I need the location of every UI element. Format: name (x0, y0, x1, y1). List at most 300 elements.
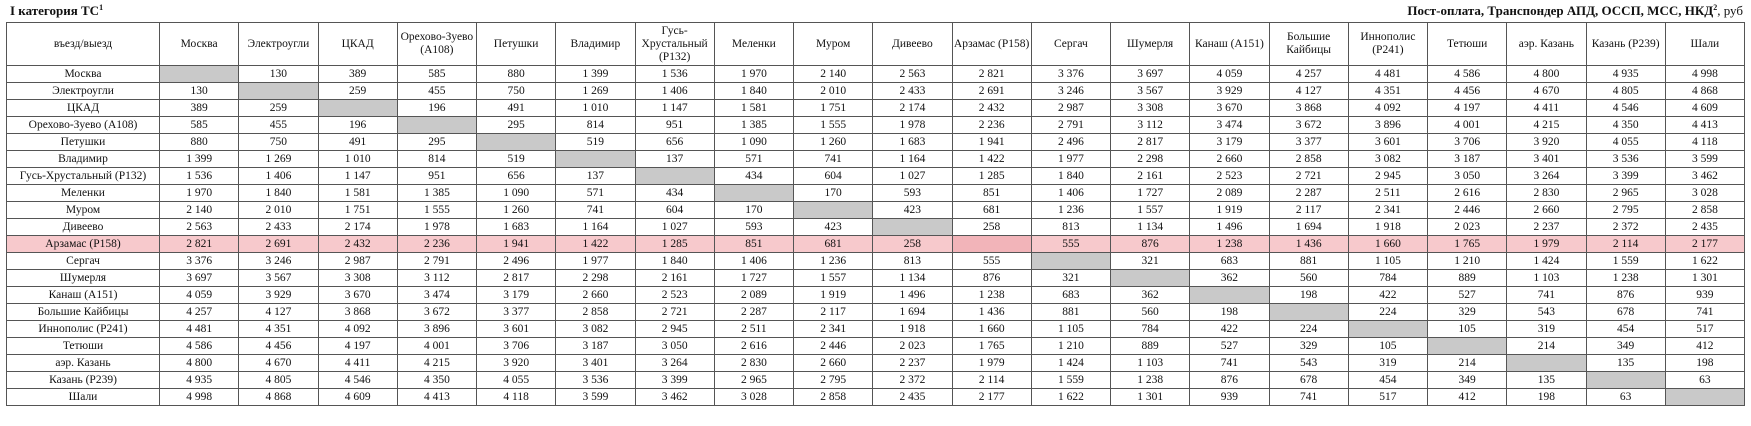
fare-cell: 2 010 (239, 202, 318, 219)
fare-cell: 3 601 (477, 321, 556, 338)
payment-method-text: Пост-оплата, Транспондер АПД, ОССП, МСС, НКД (1407, 3, 1714, 18)
fare-cell: 3 672 (397, 304, 476, 321)
fare-cell: 2 616 (1428, 185, 1507, 202)
fare-cell: 4 998 (1665, 66, 1744, 83)
fare-cell: 1 399 (556, 66, 635, 83)
fare-cell: 1 751 (318, 202, 397, 219)
fare-cell: 1 027 (635, 219, 714, 236)
fare-cell: 1 555 (794, 117, 873, 134)
fare-cell: 3 376 (160, 253, 239, 270)
fare-cell: 3 112 (397, 270, 476, 287)
table-row (7, 321, 1745, 338)
fare-cell: 2 858 (794, 389, 873, 406)
fare-cell: 3 399 (1586, 168, 1665, 185)
fare-cell: 3 868 (1269, 100, 1348, 117)
fare-cell: 1 010 (556, 100, 635, 117)
fare-cell: 2 372 (873, 372, 952, 389)
diagonal-blank-cell (714, 185, 793, 202)
fare-cell: 1 559 (1031, 372, 1110, 389)
fare-cell: 4 197 (1428, 100, 1507, 117)
fare-cell: 4 805 (1586, 83, 1665, 100)
fare-cell: 2 117 (1269, 202, 1348, 219)
fare-cell: 1 727 (1111, 185, 1190, 202)
fare-cell: 214 (1428, 355, 1507, 372)
fare-cell: 2 114 (1586, 236, 1665, 253)
fare-cell: 1 751 (794, 100, 873, 117)
diagonal-blank-cell (397, 117, 476, 134)
fare-cell: 1 406 (714, 253, 793, 270)
fare-cell: 4 935 (1586, 66, 1665, 83)
fare-cell: 1 436 (1269, 236, 1348, 253)
column-header: Канаш (А151) (1190, 23, 1269, 66)
column-header: Гусь-Хрустальный (Р132) (635, 23, 714, 66)
fare-cell: 560 (1111, 304, 1190, 321)
fare-cell: 1 979 (1507, 236, 1586, 253)
fare-cell: 198 (1507, 389, 1586, 406)
fare-cell: 1 919 (794, 287, 873, 304)
fare-cell: 741 (556, 202, 635, 219)
row-header: Дивеево (7, 219, 160, 236)
fare-cell: 3 474 (397, 287, 476, 304)
fare-cell: 2 435 (1665, 219, 1744, 236)
fare-cell: 656 (477, 168, 556, 185)
fare-cell: 455 (397, 83, 476, 100)
fare-cell: 1 269 (556, 83, 635, 100)
fare-cell: 3 474 (1190, 117, 1269, 134)
fare-cell: 1 683 (477, 219, 556, 236)
fare-cell: 4 935 (160, 372, 239, 389)
fare-cell: 3 706 (1428, 134, 1507, 151)
row-header: Шали (7, 389, 160, 406)
document-header (6, 0, 1745, 22)
column-header: Владимир (556, 23, 635, 66)
fare-cell: 2 791 (1031, 117, 1110, 134)
fare-cell: 491 (477, 100, 556, 117)
fare-cell: 2 691 (952, 83, 1031, 100)
fare-cell: 4 481 (160, 321, 239, 338)
fare-cell: 4 546 (1586, 100, 1665, 117)
diagonal-blank-cell (1507, 355, 1586, 372)
fare-cell: 259 (318, 83, 397, 100)
fare-cell: 683 (1190, 253, 1269, 270)
table-row (7, 304, 1745, 321)
column-header: Арзамас (Р158) (952, 23, 1031, 66)
fare-cell: 137 (635, 151, 714, 168)
fare-cell: 585 (397, 66, 476, 83)
fare-cell: 741 (794, 151, 873, 168)
table-row (7, 100, 1745, 117)
table-row (7, 202, 1745, 219)
fare-cell: 1 238 (1190, 236, 1269, 253)
fare-cell: 1 285 (635, 236, 714, 253)
fare-cell: 434 (714, 168, 793, 185)
fare-cell: 1 660 (1348, 236, 1427, 253)
column-header: Электроугли (239, 23, 318, 66)
fare-cell: 3 376 (1031, 66, 1110, 83)
fare-cell: 389 (318, 66, 397, 83)
table-row (7, 168, 1745, 185)
row-header: Канаш (А151) (7, 287, 160, 304)
fare-cell: 2 795 (1586, 202, 1665, 219)
fare-cell: 2 563 (160, 219, 239, 236)
fare-cell: 4 118 (477, 389, 556, 406)
fare-cell: 876 (1111, 236, 1190, 253)
fare-cell: 170 (714, 202, 793, 219)
fare-cell: 585 (160, 117, 239, 134)
fare-cell: 1 269 (239, 151, 318, 168)
fare-cell: 349 (1428, 372, 1507, 389)
diagonal-blank-cell (794, 202, 873, 219)
fare-cell: 319 (1348, 355, 1427, 372)
fare-cell: 1 557 (794, 270, 873, 287)
fare-cell: 2 795 (794, 372, 873, 389)
fare-cell: 2 821 (952, 66, 1031, 83)
fare-cell: 4 868 (1665, 83, 1744, 100)
fare-cell: 4 413 (397, 389, 476, 406)
fare-cell: 198 (1190, 304, 1269, 321)
fare-cell: 422 (1348, 287, 1427, 304)
fare-cell: 1 134 (873, 270, 952, 287)
fare-cell: 454 (1348, 372, 1427, 389)
fare-cell: 1 260 (477, 202, 556, 219)
category-title-text: I категория ТС (10, 3, 100, 18)
fare-cell: 2 435 (873, 389, 952, 406)
fare-cell: 4 055 (477, 372, 556, 389)
diagonal-blank-cell (1665, 389, 1744, 406)
fare-cell: 2 858 (1665, 202, 1744, 219)
fare-cell: 2 660 (556, 287, 635, 304)
fare-cell: 3 670 (1190, 100, 1269, 117)
row-header: Шумерля (7, 270, 160, 287)
fare-cell: 2 858 (1269, 151, 1348, 168)
row-header: Меленки (7, 185, 160, 202)
fare-cell: 560 (1269, 270, 1348, 287)
fare-cell: 2 817 (1111, 134, 1190, 151)
diagonal-blank-cell (952, 236, 1031, 253)
fare-cell: 63 (1665, 372, 1744, 389)
fare-cell: 3 264 (635, 355, 714, 372)
fare-cell: 3 567 (239, 270, 318, 287)
fare-cell: 1 555 (397, 202, 476, 219)
fare-cell: 1 236 (1031, 202, 1110, 219)
table-row (7, 389, 1745, 406)
fare-cell: 1 147 (635, 100, 714, 117)
toll-fare-matrix (6, 22, 1745, 406)
fare-cell: 2 945 (635, 321, 714, 338)
fare-cell: 2 287 (1269, 185, 1348, 202)
currency-label: , руб (1717, 3, 1743, 18)
fare-cell: 3 536 (556, 372, 635, 389)
fare-cell: 4 586 (160, 338, 239, 355)
fare-cell: 593 (714, 219, 793, 236)
fare-cell: 4 456 (239, 338, 318, 355)
fare-cell: 851 (952, 185, 1031, 202)
fare-cell: 4 059 (160, 287, 239, 304)
fare-cell: 2 237 (873, 355, 952, 372)
fare-cell: 519 (556, 134, 635, 151)
fare-cell: 3 868 (318, 304, 397, 321)
fare-cell: 3 599 (556, 389, 635, 406)
fare-cell: 3 112 (1111, 117, 1190, 134)
fare-cell: 1 090 (714, 134, 793, 151)
fare-cell: 1 978 (397, 219, 476, 236)
fare-cell: 4 411 (1507, 100, 1586, 117)
column-header: Орехово-Зуево (А108) (397, 23, 476, 66)
fare-cell: 1 622 (1665, 253, 1744, 270)
fare-cell: 2 660 (1507, 202, 1586, 219)
fare-cell: 423 (794, 219, 873, 236)
fare-cell: 1 436 (952, 304, 1031, 321)
fare-cell: 880 (477, 66, 556, 83)
table-row (7, 134, 1745, 151)
fare-cell: 1 536 (160, 168, 239, 185)
fare-cell: 3 601 (1348, 134, 1427, 151)
fare-cell: 198 (1665, 355, 1744, 372)
fare-cell: 2 660 (1190, 151, 1269, 168)
fare-cell: 319 (1507, 321, 1586, 338)
fare-cell: 1 840 (714, 83, 793, 100)
fare-cell: 1 103 (1111, 355, 1190, 372)
fare-cell: 939 (1190, 389, 1269, 406)
fare-cell: 2 965 (714, 372, 793, 389)
fare-cell: 1 683 (873, 134, 952, 151)
fare-cell: 571 (556, 185, 635, 202)
fare-cell: 2 433 (239, 219, 318, 236)
fare-cell: 1 301 (1111, 389, 1190, 406)
fare-cell: 880 (160, 134, 239, 151)
diagonal-blank-cell (1111, 270, 1190, 287)
fare-cell: 1 557 (1111, 202, 1190, 219)
row-header: Сергач (7, 253, 160, 270)
fare-cell: 1 134 (1111, 219, 1190, 236)
fare-cell: 2 721 (635, 304, 714, 321)
fare-cell: 1 424 (1507, 253, 1586, 270)
fare-cell: 2 432 (318, 236, 397, 253)
fare-cell: 2 821 (160, 236, 239, 253)
fare-cell: 3 179 (1190, 134, 1269, 151)
fare-cell: 1 622 (1031, 389, 1110, 406)
fare-cell: 4 092 (318, 321, 397, 338)
fare-cell: 3 536 (1586, 151, 1665, 168)
fare-cell: 2 372 (1586, 219, 1665, 236)
fare-cell: 2 177 (952, 389, 1031, 406)
fare-cell: 1 285 (952, 168, 1031, 185)
fare-cell: 4 257 (160, 304, 239, 321)
fare-cell: 389 (160, 100, 239, 117)
fare-cell: 750 (239, 134, 318, 151)
diagonal-blank-cell (160, 66, 239, 83)
fare-cell: 741 (1665, 304, 1744, 321)
fare-cell: 2 298 (1111, 151, 1190, 168)
fare-cell: 814 (556, 117, 635, 134)
fare-cell: 3 050 (1428, 168, 1507, 185)
table-row (7, 66, 1745, 83)
fare-cell: 1 103 (1507, 270, 1586, 287)
fare-cell: 2 237 (1507, 219, 1586, 236)
fare-cell: 2 511 (1348, 185, 1427, 202)
fare-cell: 1 301 (1665, 270, 1744, 287)
fare-cell: 2 089 (1190, 185, 1269, 202)
diagonal-blank-cell (1586, 372, 1665, 389)
fare-cell: 543 (1507, 304, 1586, 321)
fare-cell: 3 929 (239, 287, 318, 304)
fare-cell: 137 (556, 168, 635, 185)
row-header: Казань (Р239) (7, 372, 160, 389)
table-row (7, 117, 1745, 134)
fare-cell: 1 765 (952, 338, 1031, 355)
fare-cell: 2 830 (1507, 185, 1586, 202)
table-row (7, 219, 1745, 236)
fare-cell: 4 805 (239, 372, 318, 389)
fare-cell: 2 721 (1269, 168, 1348, 185)
fare-cell: 3 082 (556, 321, 635, 338)
fare-cell: 3 697 (1111, 66, 1190, 83)
row-header: Петушки (7, 134, 160, 151)
fare-cell: 4 481 (1348, 66, 1427, 83)
fare-cell: 2 161 (1111, 168, 1190, 185)
fare-cell: 1 581 (318, 185, 397, 202)
fare-cell: 1 694 (873, 304, 952, 321)
diagonal-blank-cell (873, 219, 952, 236)
fare-cell: 2 174 (318, 219, 397, 236)
fare-cell: 4 800 (1507, 66, 1586, 83)
fare-cell: 3 377 (477, 304, 556, 321)
fare-cell: 876 (1586, 287, 1665, 304)
fare-cell: 2 432 (952, 100, 1031, 117)
fare-cell: 2 496 (477, 253, 556, 270)
fare-cell: 4 350 (1586, 117, 1665, 134)
fare-cell: 2 791 (397, 253, 476, 270)
fare-cell: 3 187 (1428, 151, 1507, 168)
fare-cell: 4 055 (1586, 134, 1665, 151)
fare-cell: 1 765 (1428, 236, 1507, 253)
fare-cell: 1 238 (1111, 372, 1190, 389)
fare-cell: 3 377 (1269, 134, 1348, 151)
fare-cell: 2 023 (873, 338, 952, 355)
fare-cell: 4 197 (318, 338, 397, 355)
fare-cell: 517 (1665, 321, 1744, 338)
column-header: ЦКАД (318, 23, 397, 66)
category-footnote-mark: 1 (99, 3, 104, 12)
fare-cell: 4 215 (397, 355, 476, 372)
fare-cell: 1 918 (873, 321, 952, 338)
fare-cell: 1 422 (952, 151, 1031, 168)
fare-cell: 4 350 (397, 372, 476, 389)
fare-table-body (7, 66, 1745, 406)
fare-cell: 2 114 (952, 372, 1031, 389)
fare-cell: 258 (952, 219, 1031, 236)
fare-cell: 555 (952, 253, 1031, 270)
table-row (7, 338, 1745, 355)
fare-cell: 170 (794, 185, 873, 202)
fare-cell: 1 840 (239, 185, 318, 202)
fare-cell: 362 (1111, 287, 1190, 304)
fare-cell: 130 (160, 83, 239, 100)
fare-cell: 2 140 (160, 202, 239, 219)
column-header: Муром (794, 23, 873, 66)
row-header: Большие Кайбицы (7, 304, 160, 321)
column-header: Меленки (714, 23, 793, 66)
fare-cell: 741 (1507, 287, 1586, 304)
fare-cell: 4 215 (1507, 117, 1586, 134)
fare-cell: 1 919 (1190, 202, 1269, 219)
fare-cell: 741 (1190, 355, 1269, 372)
fare-cell: 1 979 (952, 355, 1031, 372)
column-header: Москва (160, 23, 239, 66)
fare-cell: 2 023 (1428, 219, 1507, 236)
fare-cell: 750 (477, 83, 556, 100)
fare-cell: 593 (873, 185, 952, 202)
fare-cell: 2 523 (635, 287, 714, 304)
fare-cell: 876 (1190, 372, 1269, 389)
fare-cell: 1 105 (1031, 321, 1110, 338)
payment-method-title (1407, 3, 1743, 19)
fare-cell: 1 238 (1586, 270, 1665, 287)
fare-cell: 224 (1269, 321, 1348, 338)
row-header: Арзамас (Р158) (7, 236, 160, 253)
fare-cell: 517 (1348, 389, 1427, 406)
fare-cell: 3 706 (477, 338, 556, 355)
fare-cell: 412 (1665, 338, 1744, 355)
fare-cell: 939 (1665, 287, 1744, 304)
fare-cell: 4 127 (1269, 83, 1348, 100)
row-header: Муром (7, 202, 160, 219)
fare-cell: 3 896 (1348, 117, 1427, 134)
fare-cell: 130 (239, 66, 318, 83)
fare-cell: 571 (714, 151, 793, 168)
fare-cell: 3 920 (477, 355, 556, 372)
row-header: ЦКАД (7, 100, 160, 117)
fare-cell: 3 462 (1665, 168, 1744, 185)
fare-cell: 656 (635, 134, 714, 151)
column-header: Шали (1665, 23, 1744, 66)
fare-cell: 1 399 (160, 151, 239, 168)
fare-cell: 1 977 (1031, 151, 1110, 168)
table-row (7, 372, 1745, 389)
row-header: Иннополис (Р241) (7, 321, 160, 338)
corner-header-entry-exit: въезд/выезд (7, 23, 160, 66)
fare-cell: 423 (873, 202, 952, 219)
fare-cell: 1 559 (1586, 253, 1665, 270)
fare-cell: 1 941 (952, 134, 1031, 151)
fare-cell: 329 (1269, 338, 1348, 355)
column-header: Дивеево (873, 23, 952, 66)
column-header: Шумерля (1111, 23, 1190, 66)
fare-cell: 1 385 (397, 185, 476, 202)
fare-cell: 2 858 (556, 304, 635, 321)
fare-cell: 2 660 (794, 355, 873, 372)
fare-cell: 3 697 (160, 270, 239, 287)
fare-cell: 1 941 (477, 236, 556, 253)
fare-cell: 678 (1269, 372, 1348, 389)
fare-cell: 1 581 (714, 100, 793, 117)
fare-cell: 422 (1190, 321, 1269, 338)
fare-cell: 1 422 (556, 236, 635, 253)
fare-cell: 2 010 (794, 83, 873, 100)
fare-cell: 1 210 (1031, 338, 1110, 355)
fare-cell: 196 (318, 117, 397, 134)
fare-cell: 2 496 (1031, 134, 1110, 151)
fare-cell: 4 800 (160, 355, 239, 372)
fare-cell: 1 164 (873, 151, 952, 168)
fare-cell: 3 246 (239, 253, 318, 270)
fare-cell: 434 (635, 185, 714, 202)
fare-cell: 105 (1428, 321, 1507, 338)
fare-cell: 3 179 (477, 287, 556, 304)
fare-cell: 813 (1031, 219, 1110, 236)
fare-cell: 784 (1111, 321, 1190, 338)
fare-cell: 105 (1348, 338, 1427, 355)
